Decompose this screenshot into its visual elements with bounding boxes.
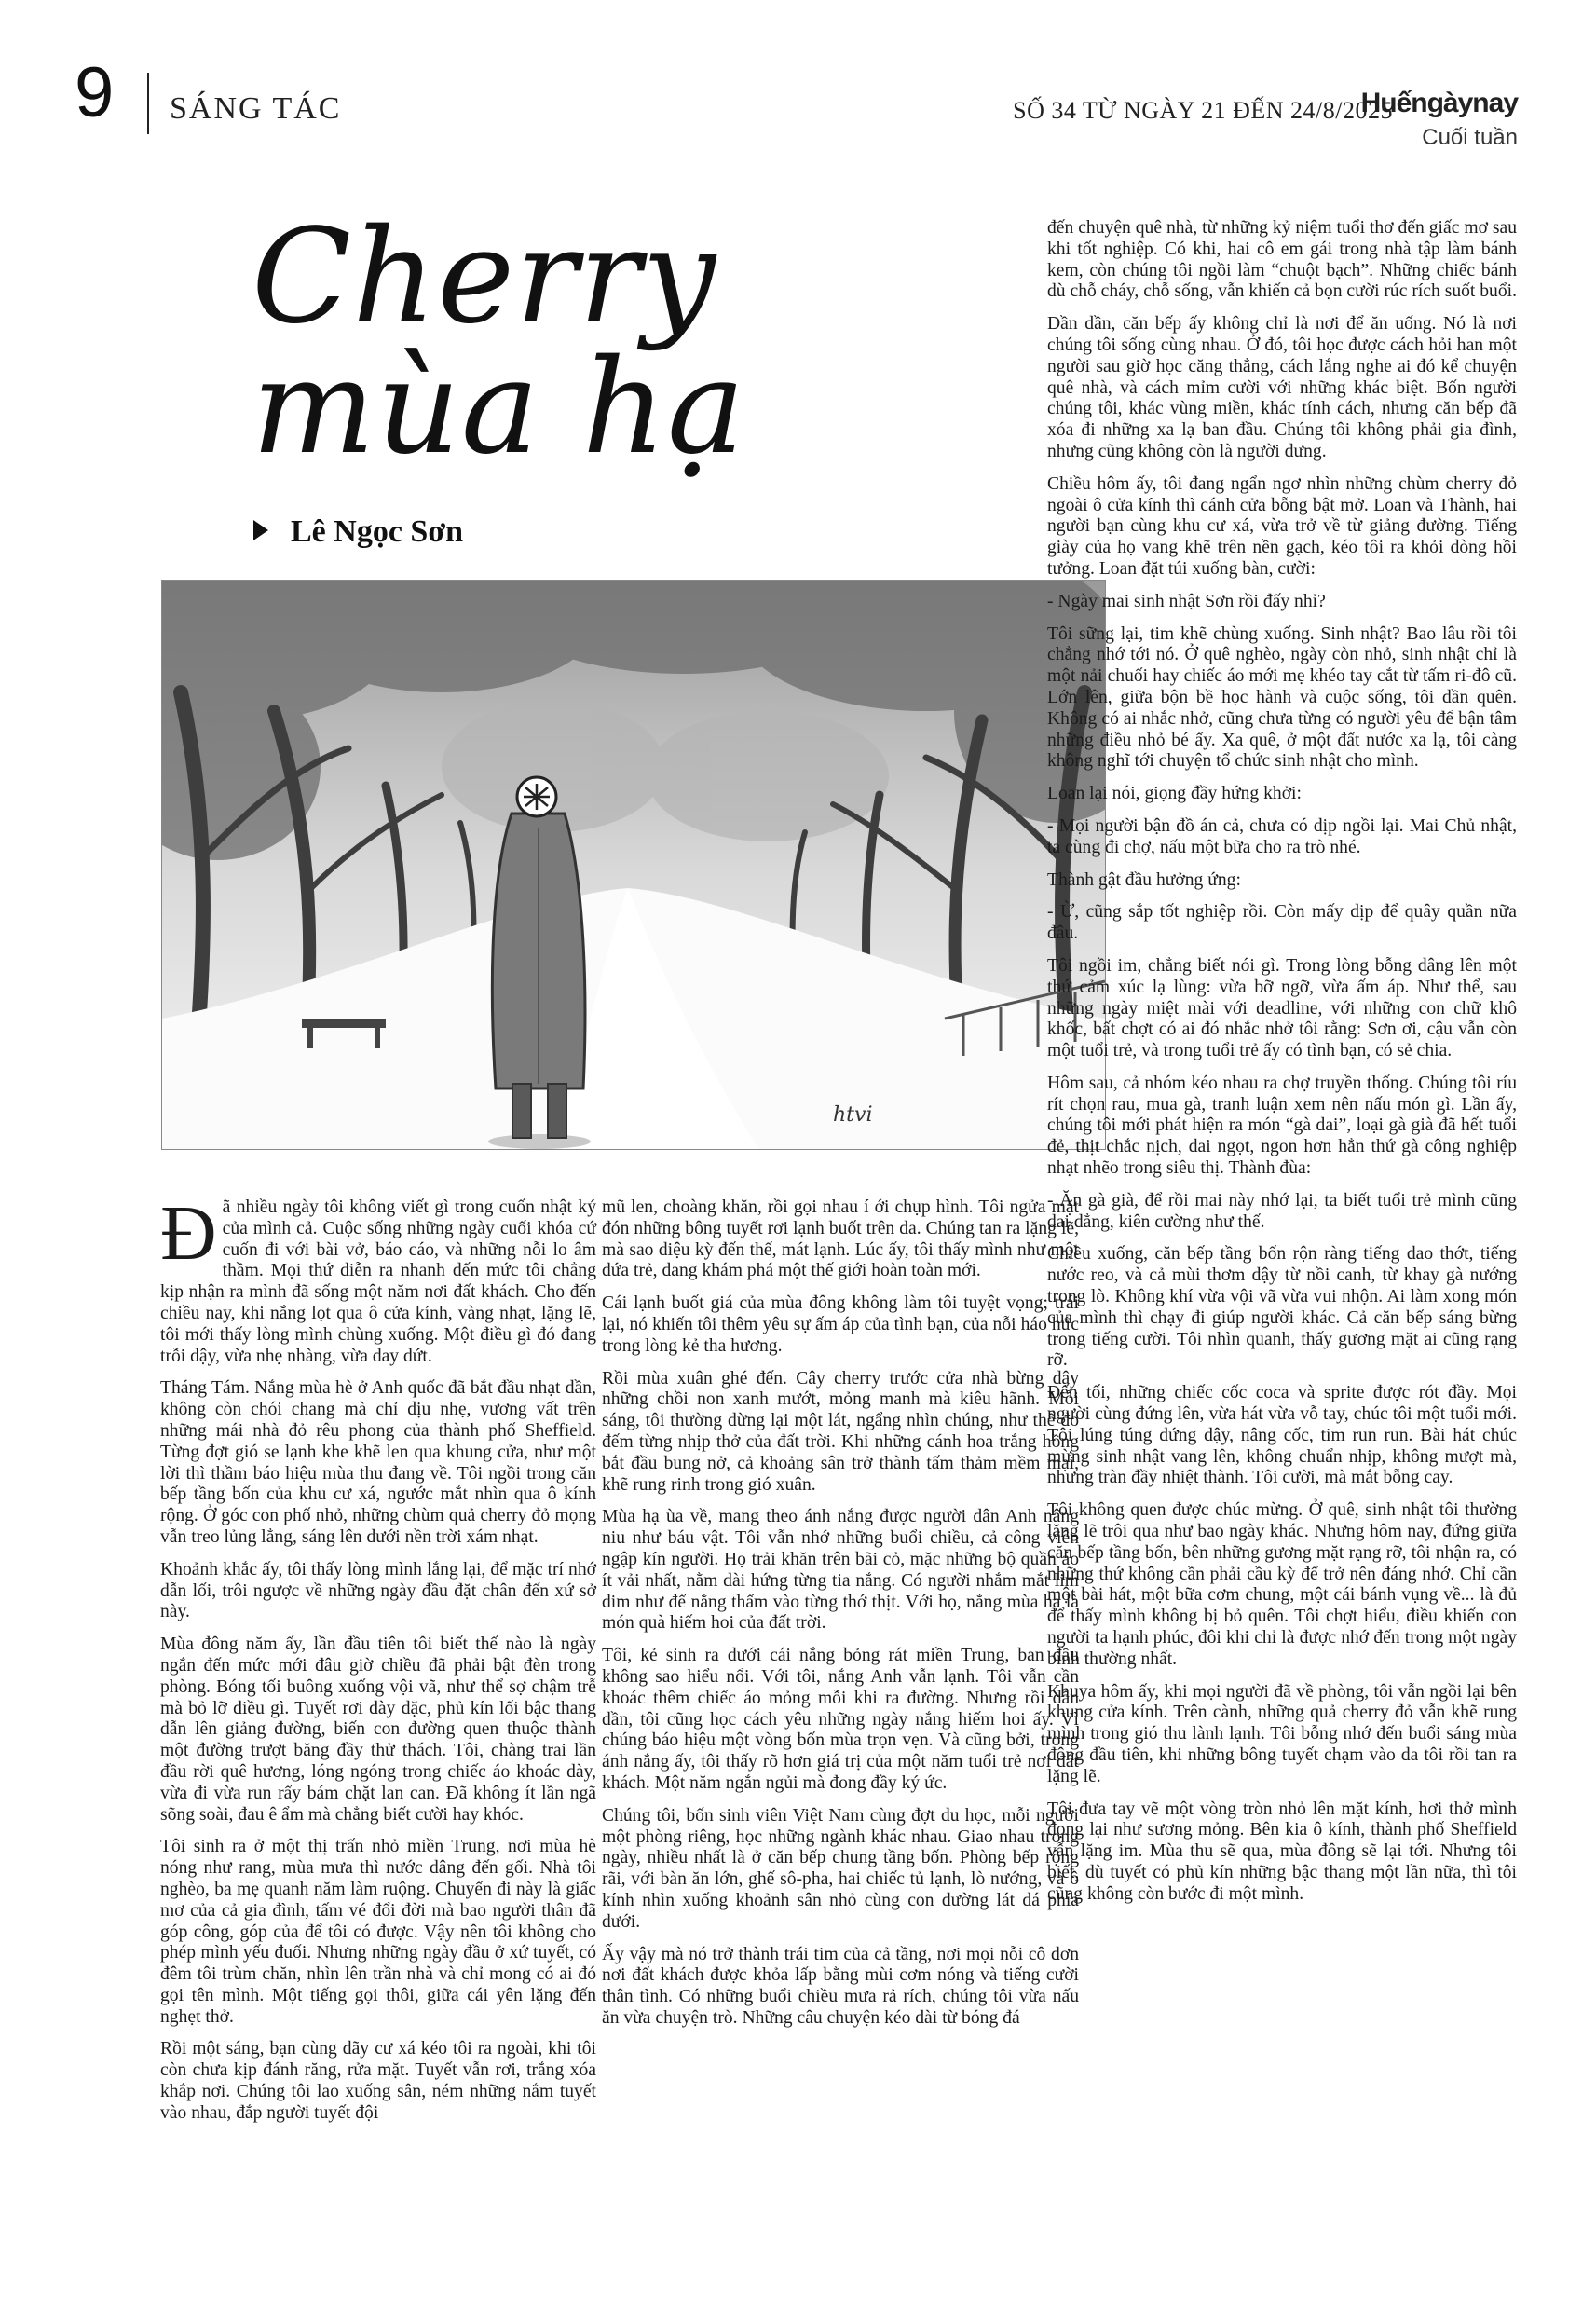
- brand-logo: [1360, 88, 1518, 162]
- dialogue-line: - Ừ, cũng sắp tốt nghiệp rồi. Còn mấy dịp để quây quần nữa đâu.: [1047, 902, 1517, 944]
- paragraph: Tôi không quen được chúc mừng. Ở quê, sinh nhật tôi thường lặng lẽ trôi qua như bao ngày khác. Nhưng hôm nay, đứng giữa căn bếp tầng bốn, bên những gương mặt rạng rỡ, tôi nhận ra, có những thứ không cần phải cầu kỳ để trở nên đáng nhớ. Chỉ cần một bài hát, một bữa cơm chung, một cái bánh vụng về... là đủ để thấy mình không bị bỏ quên. Tôi chợt hiểu, điều khiến con người ta hạnh phúc, đôi khi chỉ là được nhớ đến trong một ngày bình thường nhất.: [1047, 1500, 1517, 1669]
- paragraph: Rồi mùa xuân ghé đến. Cây cherry trước cửa nhà bừng dậy những chồi non xanh mướt, mỏng manh mà kiêu hãnh. Mỗi sáng, tôi thường dừng lại một lát, ngẩng nhìn chúng, như thể đo đếm từng nhịp thở của đất trời. Khi những cánh hoa trắng hồng bắt đầu bung nở, cả khoảng sân trở thành tấm thảm mềm mại, khẽ rung rinh trong gió xuân.: [602, 1368, 1079, 1495]
- paragraph: Đã nhiều ngày tôi không viết gì trong cuốn nhật ký của mình cả. Cuộc sống những ngày cuối khóa cứ cuốn đi với bài vở, báo cáo, và những nỗi lo âm thầm. Mọi thứ diễn ra nhanh đến mức tôi chẳng kịp nhận ra mình đã sống một năm nơi đất khách. Cho đến chiều nay, khi nắng lọt qua ô cửa kính, vàng nhạt, lặng lẽ, tôi mới thấy lòng mình chùng xuống. Một điều gì đó đang trỗi dậy, vừa nhẹ nhàng, vừa day dứt.: [160, 1190, 596, 1366]
- article-column-3: [1047, 218, 1517, 1917]
- paragraph: Khoảnh khắc ấy, tôi thấy lòng mình lắng lại, để mặc trí nhớ dẫn lối, trôi ngược về những ngày đầu đặt chân đến xứ sở này.: [160, 1559, 596, 1622]
- paragraph: Mùa hạ ùa về, mang theo ánh nắng được người dân Anh nâng niu như báu vật. Tôi vẫn nhớ những buổi chiều, cả công viên ngập kín người. Họ trải khăn trên bãi cỏ, mặc những bộ quần áo ít vải nhất, nằm dài hứng từng tia nắng. Có người nhắm mắt lim dim như để nắng thấm vào từng thớ thịt. Với họ, nắng mùa hạ là món quà hiếm hoi của đất trời.: [602, 1507, 1079, 1634]
- header-divider: [147, 73, 149, 134]
- issue-info: SỐ 34 TỪ NGÀY 21 ĐẾN 24/8/2025: [1013, 97, 1393, 124]
- article-column-2: [602, 1197, 1079, 2041]
- paragraph: Ấy vậy mà nó trở thành trái tim của cả tầng, nơi mọi nỗi cô đơn nơi đất khách được khỏa lấp bằng mùi cơm nóng và tiếng cười thân tình. Có những buổi chiều mưa rả rích, chúng tôi vừa nấu ăn vừa chuyện trò. Những câu chuyện kéo dài từ bóng đá: [602, 1944, 1079, 2028]
- paragraph: Khuya hôm ấy, khi mọi người đã về phòng, tôi vẫn ngồi lại bên khung cửa kính. Trên cành, những quả cherry đỏ vẫn khẽ rung mình trong gió thu lành lạnh. Tôi bỗng nhớ đến buổi sáng mùa đông đầu tiên, khi những bông tuyết chạm vào da tôi rồi tan ra lặng lẽ.: [1047, 1681, 1517, 1786]
- paragraph: Đến tối, những chiếc cốc coca và sprite được rót đầy. Mọi người cùng đứng lên, vừa hát vừa vỗ tay, chúc tôi một tuổi mới. Tôi lúng túng đứng dậy, nâng cốc, tim run run. Bài hát chúc mừng sinh nhật vang lên, không chuẩn nhịp, không mượt mà, nhưng tràn đầy nhiệt thành. Tôi cười, mà mắt bỗng cay.: [1047, 1383, 1517, 1488]
- title-line-2: mùa hạ: [252, 332, 746, 484]
- paragraph: Chiều hôm ấy, tôi đang ngẩn ngơ nhìn những chùm cherry đỏ ngoài ô cửa kính thì cánh cửa bỗng bật mở. Loan và Thành, hai người bạn cùng khu cư xá, vừa trở về từ giảng đường. Tiếng giày của họ vang khẽ trên nền gạch, kéo tôi ra khỏi dòng hồi tưởng. Loan đặt túi xuống bàn, cười:: [1047, 473, 1517, 579]
- paragraph: Cái lạnh buốt giá của mùa đông không làm tôi tuyệt vọng; trái lại, nó khiến tôi thêm yêu sự ấm áp của tình bạn, của nỗi háo hức trong lòng kẻ tha hương.: [602, 1293, 1079, 1356]
- snow-park-illustration: [161, 580, 1106, 1150]
- paragraph: Tôi ngồi im, chẳng biết nói gì. Trong lòng bỗng dâng lên một thứ cảm xúc lạ lùng: vừa bỡ ngỡ, vừa ấm áp. Như thể, sau những ngày miệt mài với deadline, với những con chữ khô khốc, bất chợt có ai đó nhắc nhở tôi rằng: Sơn ơi, cậu vẫn còn một tuổi trẻ, và trong tuổi trẻ ấy có tình bạn, có sẻ chia.: [1047, 955, 1517, 1061]
- illustrator-signature: htvi: [833, 1103, 873, 1127]
- paragraph: Tôi, kẻ sinh ra dưới cái nắng bỏng rát miền Trung, ban đầu không sao hiểu nổi. Với tôi, nắng Anh vẫn lạnh. Tôi vẫn cần khoác thêm chiếc áo mỏng mỗi khi ra đường. Nhưng rồi dần dần, tôi cũng học cách yêu những ngày nắng hiếm hoi ấy. Vì chúng báo hiệu một vòng bốn mùa trọn vẹn. Và cũng bởi, trong ánh nắng ấy, tôi thấy rõ hơn giá trị của một năm tuổi trẻ nơi đất khách. Một năm ngắn ngủi mà đong đầy ký ức.: [602, 1646, 1079, 1793]
- paragraph: Tháng Tám. Nắng mùa hè ở Anh quốc đã bắt đầu nhạt dần, không còn chói chang mà chỉ dịu nhẹ, vương vất trên những mái nhà đỏ rêu phong của thành phố Sheffield. Từng đợt gió se lạnh khe khẽ len qua khung cửa, như một lời thì thầm báo hiệu mùa thu đang về. Tôi ngồi trong căn bếp tầng bốn của khu cư xá, ngước mắt nhìn qua ô kính rộng. Ở góc con phố nhỏ, những chùm quả cherry đỏ mọng vẫn treo lủng lẳng, sáng lên dưới nền trời xám nhạt.: [160, 1378, 596, 1547]
- dialogue-line: - Ăn gà già, để rồi mai này nhớ lại, ta biết tuổi trẻ mình cũng dai dẳng, kiên cường như thế.: [1047, 1190, 1517, 1232]
- paragraph: Chúng tôi, bốn sinh viên Việt Nam cùng đợt du học, mỗi người một phòng riêng, học những ngành khác nhau. Giao nhau trong ngày, nhiều nhất là ở căn bếp chung tầng bốn. Phòng bếp rộng rãi, với bàn ăn lớn, ghế sô-pha, hai chiếc tủ lạnh, lò nướng, và ô kính nhìn xuống khoảnh sân nhỏ cùng con đường lát đá phía dưới.: [602, 1805, 1079, 1932]
- drop-cap: Đ: [160, 1190, 217, 1277]
- paragraph: Loan lại nói, giọng đầy hứng khởi:: [1047, 784, 1302, 804]
- paragraph: Mùa đông năm ấy, lần đầu tiên tôi biết thế nào là ngày ngắn đến mức mới đâu giờ chiều đã phải bật đèn trong phòng. Bóng tối buông xuống vội vã, như thể sợ chậm trễ mà bỏ lỡ điều gì. Tuyết rơi dày đặc, phủ kín lối bậc thang dẫn lên giảng đường, biến con đường quen thuộc thành một đường trượt băng đầy thử thách. Tôi, chàng trai lần đầu rời quê hương, lóng ngóng trong chiếc áo khoác dày, vừa đi vừa run rẩy bám chặt lan can. Đã không ít lần ngã sõng soài, đau ê ẩm mà chẳng biết cười hay khóc.: [160, 1635, 596, 1825]
- illustration-svg: [162, 581, 1105, 1149]
- paragraph: Chiều xuống, căn bếp tầng bốn rộn ràng tiếng dao thớt, tiếng nước reo, và cả mùi thơm dậy từ nồi canh, từ khay gà nướng trong lò. Không khí vừa vội vã vừa vui nhộn. Ai làm xong món của mình thì chạy đi giúp người khác. Cả căn bếp sáng bừng trong tiếng cười. Tôi nhìn quanh, thấy gương mặt ai cũng rạng rỡ.: [1047, 1244, 1517, 1371]
- dialogue-line: - Mọi người bận đồ án cả, chưa có dịp ngồi lại. Mai Chủ nhật, ta cùng đi chợ, nấu một bữa cho ra trò nhé.: [1047, 815, 1517, 857]
- article-title: [252, 201, 746, 484]
- paragraph: Tôi đưa tay vẽ một vòng tròn nhỏ lên mặt kính, hơi thở mình đọng lại như sương mỏng. Bên kia ô kính, thành phố Sheffield vẫn lặng im. Mùa thu sẽ qua, mùa đông sẽ lại tới. Nhưng tôi biết, dù tuyết có phủ kín những bậc thang một lần nữa, thì tôi cũng không còn bước đi một mình.: [1047, 1799, 1517, 1904]
- article-column-1: [160, 1190, 596, 2136]
- paragraph: Tôi sinh ra ở một thị trấn nhỏ miền Trung, nơi mùa hè nóng như rang, mùa mưa thì nước dâng đến gối. Nhà tôi nghèo, ba mẹ quanh năm làm ruộng. Chuyến đi này là giấc mơ của cả gia đình, tấm vé đổi đời mà bao người thân đã góp công, góp của để tôi có được. Vậy nên tôi không cho phép mình yếu đuối. Nhưng những ngày đầu ở xứ tuyết, có đêm tôi trùm chăn, nhìn lên trần nhà và chỉ mong có ai đó gọi tên mình. Một tiếng gọi thôi, giữa cái yên lặng đến nghẹt thở.: [160, 1837, 596, 2027]
- paragraph: mũ len, choàng khăn, rồi gọi nhau í ới chụp hình. Tôi ngửa mặt đón những bông tuyết rơi lạnh buốt trên da. Chúng tan ra lặng lẽ, mà sao diệu kỳ đến thế, mát lạnh. Lúc ấy, tôi thấy mình như một đứa trẻ, đang khám phá một thế giới hoàn toàn mới.: [602, 1197, 1079, 1281]
- author-name: Lê Ngọc Sơn: [291, 514, 464, 549]
- paragraph: Hôm sau, cả nhóm kéo nhau ra chợ truyền thống. Chúng tôi ríu rít chọn rau, mua gà, tranh luận xem nên nấu món gì. Lần ấy, chúng tôi mới phát hiện ra món “gà dai”, loại gà già đã hết tuổi đẻ, thịt chắc nịch, dai ngọt, ngon hơn hẳn thứ gà công nghiệp nhạt nhẽo trong siêu thị. Thành đùa:: [1047, 1073, 1517, 1179]
- paragraph: đến chuyện quê nhà, từ những kỷ niệm tuổi thơ đến giấc mơ sau khi tốt nghiệp. Có khi, hai cô em gái trong nhà tập làm bánh kem, còn chúng tôi ngồi làm “chuột bạch”. Những chiếc bánh dù chỗ cháy, chỗ sống, vẫn khiến cả bọn cười rúc rích suốt buổi.: [1047, 218, 1517, 302]
- byline: [253, 514, 463, 550]
- section-label: SÁNG TÁC: [170, 91, 342, 126]
- byline-triangle-icon: [253, 520, 268, 540]
- paragraph: Tôi sững lại, tim khẽ chùng xuống. Sinh nhật? Bao lâu rồi tôi chẳng nhớ tới nó. Ở quê nghèo, ngày còn nhỏ, sinh nhật chỉ là một nải chuối hay chiếc áo mới mẹ khéo tay cắt từ tấm ri-đô cũ. Lớn lên, giữa bộn bề học hành và cuộc sống, tôi dần quên. Không có ai nhắc nhở, cũng chưa từng có người yêu để bận tâm những điều nhỏ bé ấy. Xa quê, ở một đất nước xa lạ, tôi càng không nghĩ tới chuyện tổ chức sinh nhật cho mình.: [1047, 623, 1517, 772]
- paragraph: Thành gật đầu hưởng ứng:: [1047, 869, 1241, 890]
- brand-subtitle: Cuối tuần: [1422, 125, 1518, 150]
- title-line-1: Cherry: [252, 201, 717, 353]
- page-header: [0, 0, 1596, 186]
- brand-name: Huếngàynay: [1360, 88, 1518, 118]
- page-number: 9: [75, 53, 115, 132]
- paragraph: Rồi một sáng, bạn cùng dãy cư xá kéo tôi ra ngoài, khi tôi còn chưa kịp đánh răng, rửa mặt. Tuyết vẫn rơi, trắng xóa khắp nơi. Chúng tôi lao xuống sân, ném những nắm tuyết vào nhau, đắp người tuyết đội: [160, 2039, 596, 2123]
- paragraph: Dần dần, căn bếp ấy không chỉ là nơi để ăn uống. Nó là nơi chúng tôi sống cùng nhau. Ở đó, tôi học được cách hỏi han một người sau giờ học căng thẳng, cách lắng nghe ai đó kể chuyện quê nhà, và cách mỉm cười với những khác biệt. Bốn người chúng tôi, khác vùng miền, khác tính cách, nhưng căn bếp đã xóa đi những xa lạ ban đầu. Chúng tôi không phải gia đình, nhưng cũng không còn là người dưng.: [1047, 314, 1517, 461]
- dialogue-line: - Ngày mai sinh nhật Sơn rồi đấy nhỉ?: [1047, 591, 1326, 611]
